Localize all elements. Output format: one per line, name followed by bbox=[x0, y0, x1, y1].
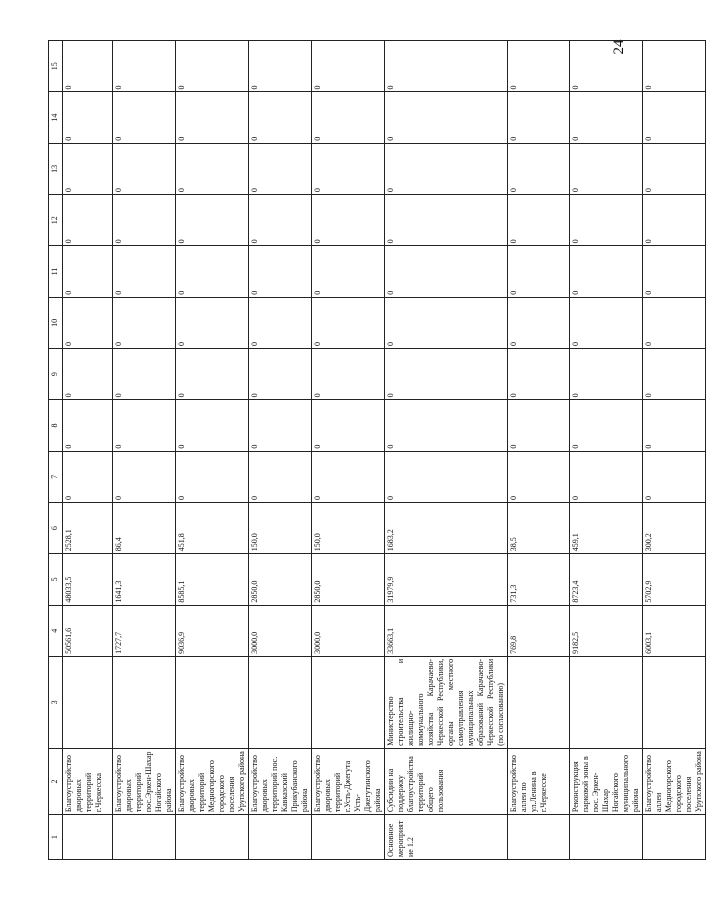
value-cell-10: 0 bbox=[643, 297, 706, 348]
value-cell-9: 0 bbox=[176, 349, 249, 400]
value-cell-9: 0 bbox=[249, 349, 312, 400]
value-cell-11: 0 bbox=[176, 246, 249, 297]
page-number: 24 bbox=[611, 39, 627, 55]
value-cell-14: 0 bbox=[643, 92, 706, 143]
value-cell-15: 0 bbox=[508, 41, 570, 92]
value-cell-8: 0 bbox=[113, 400, 176, 451]
header-cell: 5 bbox=[49, 554, 63, 605]
value-cell-7: 0 bbox=[176, 451, 249, 502]
activity-name-cell: Благоустройство дворовых территорий Медногорского городского поселения Урупского района bbox=[176, 748, 249, 814]
activity-name-cell: Благоустройство дворовых территорий пос.Эркен-Шахар Ногайского района bbox=[113, 748, 176, 814]
value-cell-7: 0 bbox=[570, 451, 643, 502]
value-cell-6: 2528,1 bbox=[63, 502, 113, 553]
value-cell-10: 0 bbox=[385, 297, 508, 348]
value-cell-9: 0 bbox=[508, 349, 570, 400]
value-cell-12: 0 bbox=[113, 195, 176, 246]
value-cell-10: 0 bbox=[113, 297, 176, 348]
value-cell-15: 0 bbox=[249, 41, 312, 92]
value-cell-12: 0 bbox=[176, 195, 249, 246]
value-cell-9: 0 bbox=[113, 349, 176, 400]
activity-name-cell: Благоустройство аллеи по ул.Ленина в г.Черкесске bbox=[508, 748, 570, 814]
value-cell-10: 0 bbox=[570, 297, 643, 348]
value-cell-6: 451,8 bbox=[176, 502, 249, 553]
value-cell-10: 0 bbox=[312, 297, 385, 348]
value-cell-4: 9182,5 bbox=[570, 605, 643, 656]
value-cell-11: 0 bbox=[570, 246, 643, 297]
header-cell: 4 bbox=[49, 605, 63, 656]
activity-code-cell bbox=[113, 815, 176, 860]
value-cell-8: 0 bbox=[176, 400, 249, 451]
header-cell: 7 bbox=[49, 451, 63, 502]
value-cell-5: 8723,4 bbox=[570, 554, 643, 605]
value-cell-13: 0 bbox=[176, 143, 249, 194]
value-cell-7: 0 bbox=[312, 451, 385, 502]
value-cell-15: 0 bbox=[113, 41, 176, 92]
value-cell-9: 0 bbox=[63, 349, 113, 400]
value-cell-4: 3000,0 bbox=[312, 605, 385, 656]
value-cell-5: 2850,0 bbox=[312, 554, 385, 605]
header-cell: 15 bbox=[49, 41, 63, 92]
header-cell: 6 bbox=[49, 502, 63, 553]
value-cell-13: 0 bbox=[643, 143, 706, 194]
value-cell-15: 0 bbox=[643, 41, 706, 92]
value-cell-5: 5702,9 bbox=[643, 554, 706, 605]
responsible-cell bbox=[508, 656, 570, 748]
responsible-cell bbox=[249, 656, 312, 748]
value-cell-5: 31979,9 bbox=[385, 554, 508, 605]
value-cell-7: 0 bbox=[249, 451, 312, 502]
responsible-cell bbox=[113, 656, 176, 748]
value-cell-11: 0 bbox=[113, 246, 176, 297]
value-cell-7: 0 bbox=[643, 451, 706, 502]
table-row bbox=[113, 41, 176, 860]
value-cell-12: 0 bbox=[643, 195, 706, 246]
value-cell-15: 0 bbox=[570, 41, 643, 92]
header-cell: 10 bbox=[49, 297, 63, 348]
value-cell-8: 0 bbox=[312, 400, 385, 451]
value-cell-9: 0 bbox=[643, 349, 706, 400]
value-cell-13: 0 bbox=[385, 143, 508, 194]
value-cell-6: 86,4 bbox=[113, 502, 176, 553]
value-cell-11: 0 bbox=[385, 246, 508, 297]
responsible-cell bbox=[570, 656, 643, 748]
value-cell-8: 0 bbox=[570, 400, 643, 451]
value-cell-14: 0 bbox=[385, 92, 508, 143]
activity-code-cell bbox=[249, 815, 312, 860]
value-cell-7: 0 bbox=[385, 451, 508, 502]
header-row bbox=[49, 41, 63, 860]
value-cell-10: 0 bbox=[63, 297, 113, 348]
value-cell-5: 48033,5 bbox=[63, 554, 113, 605]
value-cell-14: 0 bbox=[63, 92, 113, 143]
value-cell-11: 0 bbox=[312, 246, 385, 297]
value-cell-12: 0 bbox=[63, 195, 113, 246]
value-cell-9: 0 bbox=[385, 349, 508, 400]
table-row bbox=[570, 41, 643, 860]
value-cell-4: 9036,9 bbox=[176, 605, 249, 656]
header-cell: 9 bbox=[49, 349, 63, 400]
activity-code-cell bbox=[63, 815, 113, 860]
value-cell-12: 0 bbox=[508, 195, 570, 246]
value-cell-14: 0 bbox=[249, 92, 312, 143]
activity-name-cell: Субсидии на поддержку благоустройства территорий общего пользования bbox=[385, 748, 508, 814]
header-cell: 1 bbox=[49, 815, 63, 860]
value-cell-6: 1683,2 bbox=[385, 502, 508, 553]
value-cell-14: 0 bbox=[508, 92, 570, 143]
value-cell-6: 150,0 bbox=[312, 502, 385, 553]
rotated-table-sheet bbox=[48, 40, 703, 860]
activity-code-cell bbox=[570, 815, 643, 860]
table-row bbox=[176, 41, 249, 860]
value-cell-4: 50561,6 bbox=[63, 605, 113, 656]
header-cell: 13 bbox=[49, 143, 63, 194]
activity-code-cell bbox=[508, 815, 570, 860]
value-cell-4: 769,8 bbox=[508, 605, 570, 656]
value-cell-6: 150,0 bbox=[249, 502, 312, 553]
value-cell-12: 0 bbox=[570, 195, 643, 246]
value-cell-4: 6003,1 bbox=[643, 605, 706, 656]
value-cell-5: 8585,1 bbox=[176, 554, 249, 605]
value-cell-14: 0 bbox=[570, 92, 643, 143]
activity-name-cell: Благоустройство дворовых территорий г.Усть-Джегута Усть-Джегутинского района bbox=[312, 748, 385, 814]
activity-code-cell bbox=[176, 815, 249, 860]
header-cell: 14 bbox=[49, 92, 63, 143]
table-row bbox=[385, 41, 508, 860]
value-cell-13: 0 bbox=[312, 143, 385, 194]
value-cell-14: 0 bbox=[113, 92, 176, 143]
value-cell-15: 0 bbox=[312, 41, 385, 92]
value-cell-11: 0 bbox=[643, 246, 706, 297]
value-cell-10: 0 bbox=[176, 297, 249, 348]
activity-name-cell: Благоустройство дворовых территорий пос. Кавказский Прикубанского района bbox=[249, 748, 312, 814]
value-cell-6: 459,1 bbox=[570, 502, 643, 553]
value-cell-8: 0 bbox=[63, 400, 113, 451]
value-cell-15: 0 bbox=[63, 41, 113, 92]
value-cell-10: 0 bbox=[508, 297, 570, 348]
program-activities-table bbox=[48, 40, 706, 860]
value-cell-9: 0 bbox=[312, 349, 385, 400]
responsible-cell bbox=[312, 656, 385, 748]
table-row bbox=[643, 41, 706, 860]
value-cell-5: 1641,3 bbox=[113, 554, 176, 605]
value-cell-8: 0 bbox=[508, 400, 570, 451]
value-cell-13: 0 bbox=[570, 143, 643, 194]
value-cell-13: 0 bbox=[249, 143, 312, 194]
header-cell: 11 bbox=[49, 246, 63, 297]
table-rotator bbox=[48, 40, 703, 860]
value-cell-12: 0 bbox=[312, 195, 385, 246]
value-cell-10: 0 bbox=[249, 297, 312, 348]
table-row bbox=[249, 41, 312, 860]
header-cell: 12 bbox=[49, 195, 63, 246]
value-cell-11: 0 bbox=[249, 246, 312, 297]
value-cell-7: 0 bbox=[113, 451, 176, 502]
activity-name-cell: Благоустройство аллеи Медногорского городского поселения Урупского района bbox=[643, 748, 706, 814]
value-cell-4: 3000,0 bbox=[249, 605, 312, 656]
activity-code-cell: Основное мероприятие 1.2 bbox=[385, 815, 508, 860]
value-cell-13: 0 bbox=[113, 143, 176, 194]
responsible-cell: Министерство строительства и жилищно-коммунального хозяйства Карачаево-Черкесской Республики, органы местного самоуправления муниципальных образований Карачаево-Черкесской Республики (по согласованию) bbox=[385, 656, 508, 748]
activity-name-cell: Благоустройство дворовых территорий г.Черкесска bbox=[63, 748, 113, 814]
header-cell: 3 bbox=[49, 656, 63, 748]
value-cell-11: 0 bbox=[63, 246, 113, 297]
value-cell-8: 0 bbox=[643, 400, 706, 451]
responsible-cell bbox=[176, 656, 249, 748]
value-cell-14: 0 bbox=[312, 92, 385, 143]
activity-name-cell: Реконструкция парковой зоны в пос. Эркен-Шахар Ногайского муниципального района bbox=[570, 748, 643, 814]
value-cell-4: 33663,1 bbox=[385, 605, 508, 656]
table-row bbox=[63, 41, 113, 860]
value-cell-14: 0 bbox=[176, 92, 249, 143]
table-row bbox=[508, 41, 570, 860]
value-cell-7: 0 bbox=[508, 451, 570, 502]
value-cell-4: 1727,7 bbox=[113, 605, 176, 656]
value-cell-12: 0 bbox=[385, 195, 508, 246]
value-cell-5: 2850,0 bbox=[249, 554, 312, 605]
activity-code-cell bbox=[312, 815, 385, 860]
table-row bbox=[312, 41, 385, 860]
value-cell-15: 0 bbox=[176, 41, 249, 92]
value-cell-7: 0 bbox=[63, 451, 113, 502]
value-cell-8: 0 bbox=[385, 400, 508, 451]
header-cell: 8 bbox=[49, 400, 63, 451]
value-cell-12: 0 bbox=[249, 195, 312, 246]
value-cell-6: 300,2 bbox=[643, 502, 706, 553]
value-cell-13: 0 bbox=[508, 143, 570, 194]
value-cell-15: 0 bbox=[385, 41, 508, 92]
value-cell-9: 0 bbox=[570, 349, 643, 400]
activity-code-cell bbox=[643, 815, 706, 860]
value-cell-8: 0 bbox=[249, 400, 312, 451]
responsible-cell bbox=[63, 656, 113, 748]
value-cell-11: 0 bbox=[508, 246, 570, 297]
header-cell: 2 bbox=[49, 748, 63, 814]
value-cell-13: 0 bbox=[63, 143, 113, 194]
responsible-cell bbox=[643, 656, 706, 748]
value-cell-6: 38,5 bbox=[508, 502, 570, 553]
value-cell-5: 731,3 bbox=[508, 554, 570, 605]
